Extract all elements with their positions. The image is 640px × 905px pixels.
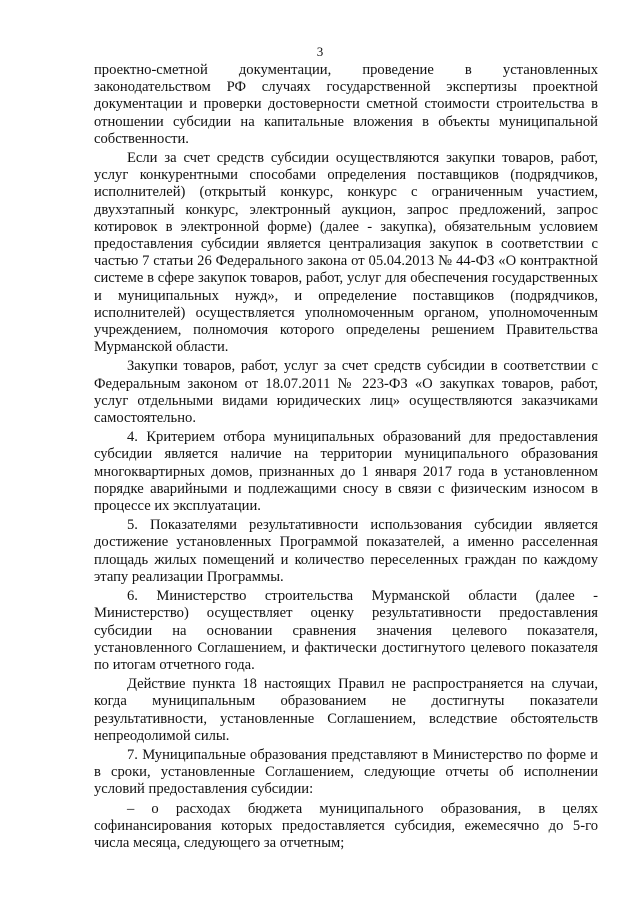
paragraph-5: 5. Показателями результативности использования субсидии является достижение установленных Программой показателей, а именно расселенная площадь жилых помещений и количество переселенных граждан по каждому этапу реализации Программы. [94, 517, 598, 585]
paragraph-7: Действие пункта 18 настоящих Правил не распространяется на случаи, когда муниципальным образованием не достигнуты показатели результативности, установленные Соглашением, вследствие обстоятельств непреодолимой силы. [94, 676, 598, 744]
document-body [94, 62, 598, 852]
paragraph-3: Закупки товаров, работ, услуг за счет средств субсидии в соответствии с Федеральным законом от 18.07.2011 № 223-ФЗ «О закупках товаров, работ, услуг отдельными видами юридических лиц» осуществляются заказчиками самостоятельно. [94, 358, 598, 427]
paragraph-1: проектно-сметной документации, проведение в установленных законодательством РФ случаях государственной экспертизы проектной документации и проверки достоверности сметной стоимости строительства в отношении субсидии на капитальные вложения в объекты муниципальной собственности. [94, 62, 598, 147]
page-number: 3 [316, 44, 324, 59]
paragraph-2: Если за счет средств субсидии осуществляются закупки товаров, работ, услуг конкурентными способами определения поставщиков (подрядчиков, исполнителей) (открытый конкурс, конкурс с ограниченным участием, двухэтапный конкурс, электронный аукцион, запрос предложений, запрос котировок в электронной форме) (далее - закупка), обязательным условием предоставления субсидии является централизация закупок в соответствии с частью 7 статьи 26 Федерального закона от 05.04.2013 № 44-ФЗ «О контрактной системе в сфере закупок товаров, работ, услуг для обеспечения государственных и муниципальных нужд», и определение поставщиков (подрядчиков, исполнителей) осуществляется уполномоченным органом, уполномоченным учреждением, полномочия которого определены решением Правительства Мурманской области. [94, 150, 598, 356]
paragraph-4: 4. Критерием отбора муниципальных образований для предоставления субсидии является наличие на территории муниципального образования многоквартирных домов, признанных до 1 января 2017 года в установленном порядке аварийными и подлежащими сносу в связи с физическим износом в процессе их эксплуатации. [94, 429, 598, 515]
paragraph-9: – о расходах бюджета муниципального образования, в целях софинансирования которых предоставляется субсидия, ежемесячно до 5-го числа месяца, следующего за отчетным; [94, 800, 598, 851]
paragraph-6: 6. Министерство строительства Мурманской области (далее - Министерство) осуществляет оценку результативности предоставления субсидии на основании сравнения значения целевого показателя, установленного Соглашением, и фактически достигнутого целевого показателя по итогам отчетного года. [94, 588, 598, 673]
paragraph-8: 7. Муниципальные образования представляют в Министерство по форме и в сроки, установленные Соглашением, следующие отчеты об исполнении условий предоставления субсидии: [94, 746, 598, 798]
